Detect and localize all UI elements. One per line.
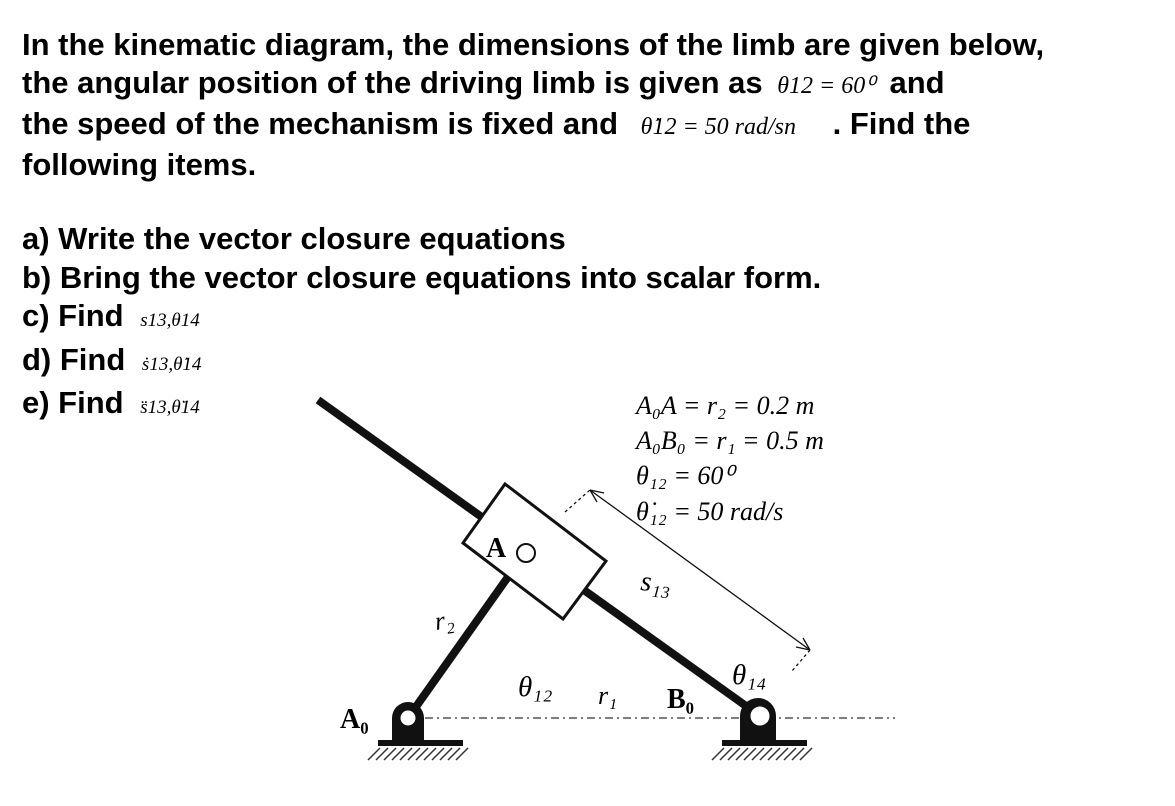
pin-a [517,544,535,562]
label-r1: r₁ [598,681,618,710]
pin-b0 [749,705,771,727]
link-r2 [408,560,520,718]
task-e-text: e) Find [22,385,124,420]
given-theta12: θ₁₂ = 60⁰ [636,461,734,490]
given-theta12-dot: θ̇₁₂ = 50 rad/s [636,497,784,526]
label-b0: B₀ [667,684,695,715]
theta12-value: θ12 = 60⁰ [777,73,875,99]
task-d-math: ṡ13,θ̇14 [141,353,202,375]
task-b-text: b) Bring the vector closure equations into scalar form. [22,259,822,295]
label-s13: s₁₃ [639,566,673,600]
label-theta12: θ₁₂ [518,671,553,703]
label-theta14: θ₁₄ [732,659,767,691]
question-line-4: following items. [22,147,257,182]
pin-a0 [399,709,417,727]
task-c-text: c) Find [22,298,124,333]
question-line-3-text: the speed of the mechanism is fixed and [22,106,619,141]
theta12-dot-value: θ̇12 = 50 rad/sn [640,114,797,140]
given-r2: A₀A = r₂ = 0.2 m [636,391,815,420]
label-r2: r₂ [432,604,456,636]
task-d-text: d) Find [22,341,126,377]
label-a0: A₀ [340,704,369,735]
label-a: A [486,533,507,564]
question-line-2-and: and [889,65,945,100]
task-a-text: a) Write the vector closure equations [22,221,566,256]
question-line-2-text: the angular position of the driving limb is given as [22,65,763,100]
task-c-math: s13,θ14 [140,310,200,331]
question-line-1: In the kinematic diagram, the dimensions of the limb are given below, [22,27,1045,62]
given-r1: A₀B₀ = r₁ = 0.5 m [636,426,824,455]
task-e-math: s̈13,θ̈14 [140,397,200,418]
question-line-3-end: . Find the [832,106,971,141]
